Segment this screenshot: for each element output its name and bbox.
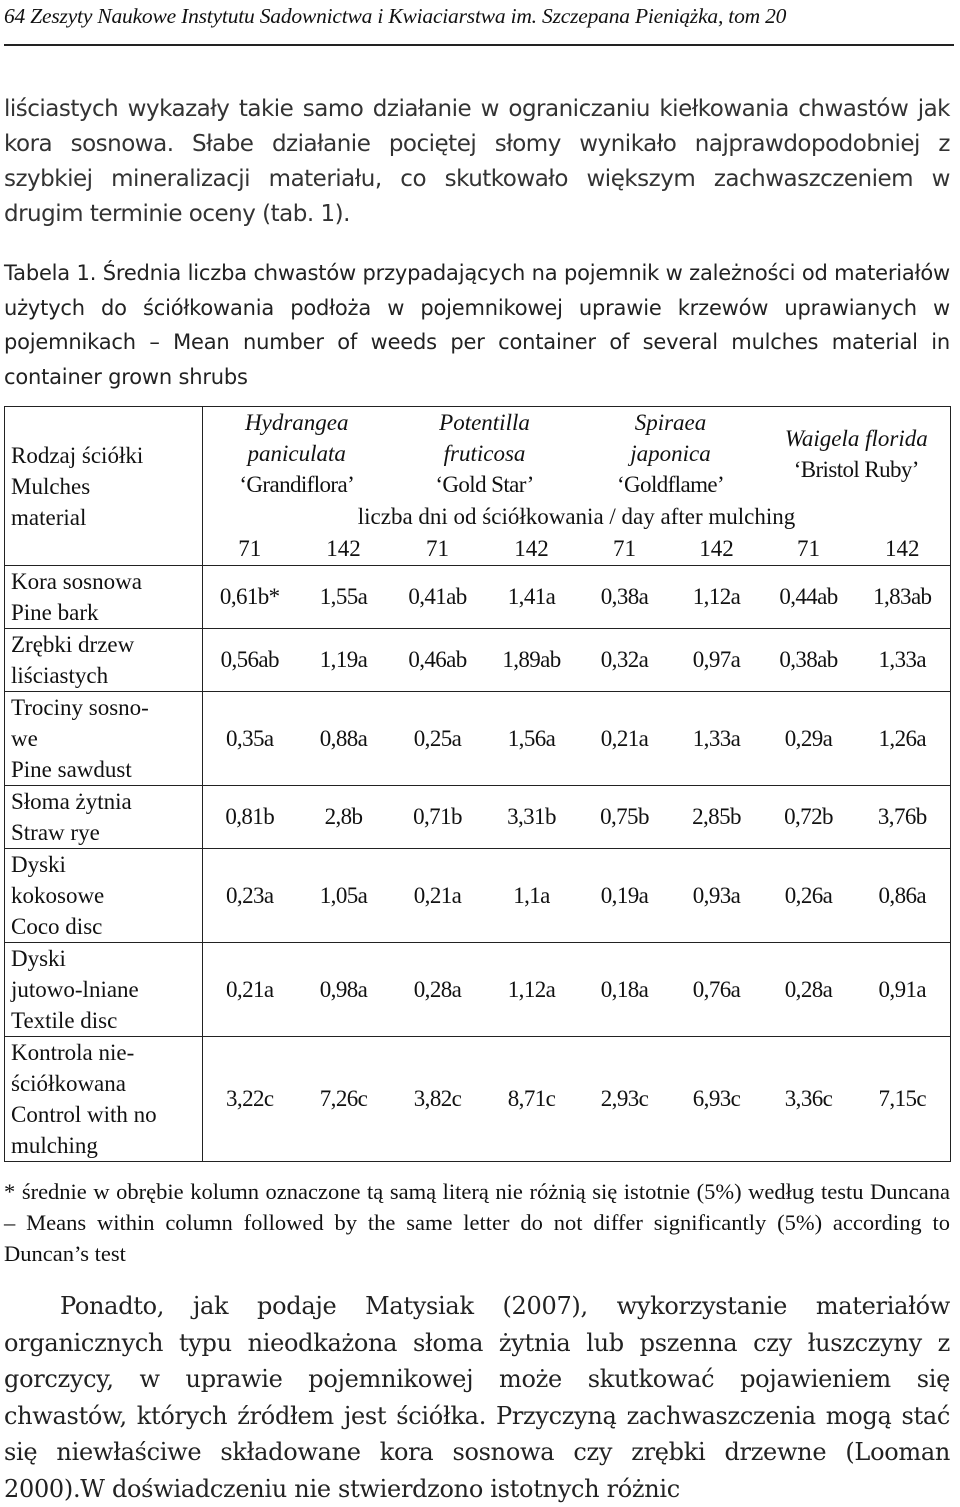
day-header: 142 bbox=[885, 536, 920, 561]
mulch-name-line: kokosowe bbox=[11, 883, 105, 908]
mulch-name-line: Coco disc bbox=[11, 914, 103, 939]
mulch-name-line: Dyski bbox=[11, 946, 66, 971]
mulch-name-line: we bbox=[11, 726, 38, 751]
mulch-name-line: mulching bbox=[11, 1133, 98, 1158]
cultivar-name: ‘Goldflame’ bbox=[616, 472, 725, 497]
value-cell: 3,76b bbox=[855, 786, 951, 849]
mulch-name-line: Słoma żytnia bbox=[11, 789, 132, 814]
table-caption bbox=[4, 256, 950, 394]
mulch-name-line: Straw rye bbox=[11, 820, 100, 845]
mulch-name-cell bbox=[5, 692, 203, 786]
value-cell: 0,35a bbox=[203, 692, 297, 786]
mulch-name-cell bbox=[5, 1037, 203, 1162]
table-row bbox=[5, 566, 951, 629]
closing-paragraph bbox=[4, 1288, 950, 1507]
day-header: 142 bbox=[326, 536, 361, 561]
cultivar-name: ‘Grandiflora’ bbox=[239, 472, 355, 497]
species-name: Spiraea bbox=[634, 410, 707, 435]
value-cell: 0,81b bbox=[203, 786, 297, 849]
value-cell: 1,26a bbox=[855, 692, 951, 786]
table-row bbox=[5, 943, 951, 1037]
table-caption-text: Średnia liczba chwastów przypadających na pojemnik w zależności od materiałów użytych do ściółkowania podłoża w pojemnikowej uprawie krzewów uprawianych w pojemnikach – Mean number of weeds per container of several mulches material in container grown shrubs bbox=[4, 261, 950, 389]
species-header-hydrangea bbox=[203, 407, 391, 501]
header-rule bbox=[4, 44, 954, 46]
value-cell: 0,75b bbox=[579, 786, 671, 849]
value-cell: 1,1a bbox=[485, 849, 579, 943]
value-cell: 0,76a bbox=[671, 943, 763, 1037]
species-name: paniculata bbox=[247, 441, 346, 466]
days-after-mulching-label: liczba dni od ściółkowania / day after mulching bbox=[357, 503, 796, 529]
species-name: Potentilla bbox=[439, 410, 530, 435]
value-cell: 8,71c bbox=[485, 1037, 579, 1162]
value-cell: 0,38ab bbox=[763, 629, 855, 692]
mulch-header bbox=[5, 407, 203, 566]
value-cell: 0,71b bbox=[391, 786, 485, 849]
table-row bbox=[5, 629, 951, 692]
value-cell: 1,89ab bbox=[485, 629, 579, 692]
value-cell: 1,12a bbox=[485, 943, 579, 1037]
mulch-name-line: ściółkowana bbox=[11, 1071, 126, 1096]
species-name: Hydrangea bbox=[245, 410, 349, 435]
value-cell: 0,28a bbox=[391, 943, 485, 1037]
value-cell: 0,19a bbox=[579, 849, 671, 943]
value-cell: 1,55a bbox=[297, 566, 391, 629]
value-cell: 3,82c bbox=[391, 1037, 485, 1162]
mulch-name-line: Pine sawdust bbox=[11, 757, 132, 782]
mulch-name-cell bbox=[5, 849, 203, 943]
value-cell: 0,23a bbox=[203, 849, 297, 943]
species-name: japonica bbox=[630, 441, 711, 466]
mulch-name-cell bbox=[5, 629, 203, 692]
mulch-name-line: Trociny sosno- bbox=[11, 695, 149, 720]
table-footnote: * średnie w obrębie kolumn oznaczone tą samą literą nie różnią się istotnie (5%) według testu Duncana – Means within column followed by the same letter do not differ significantly (5%) according to Duncan’s test bbox=[4, 1179, 950, 1266]
mulch-header-line: material bbox=[11, 504, 87, 530]
mulch-name-line: Kora sosnowa bbox=[11, 569, 142, 594]
table-row bbox=[5, 1037, 951, 1162]
value-cell: 0,72b bbox=[763, 786, 855, 849]
day-header: 142 bbox=[699, 536, 734, 561]
value-cell: 0,25a bbox=[391, 692, 485, 786]
value-cell: 0,28a bbox=[763, 943, 855, 1037]
mulch-name-line: Pine bark bbox=[11, 600, 99, 625]
mulch-name-line: jutowo-lniane bbox=[11, 977, 139, 1002]
value-cell: 0,38a bbox=[579, 566, 671, 629]
value-cell: 0,21a bbox=[579, 692, 671, 786]
value-cell: 0,32a bbox=[579, 629, 671, 692]
value-cell: 0,26a bbox=[763, 849, 855, 943]
species-name: fruticosa bbox=[443, 441, 526, 466]
day-header: 71 bbox=[613, 536, 636, 561]
value-cell: 0,29a bbox=[763, 692, 855, 786]
cultivar-name: ‘Gold Star’ bbox=[435, 472, 534, 497]
mulch-name-line: Zrębki drzew bbox=[11, 632, 135, 657]
value-cell: 1,41a bbox=[485, 566, 579, 629]
value-cell: 2,93c bbox=[579, 1037, 671, 1162]
table-caption-label: Tabela 1. bbox=[4, 261, 97, 285]
mulch-header-line: Rodzaj ściółki bbox=[11, 442, 144, 468]
intro-paragraph: liściastych wykazały takie samo działanie w ograniczaniu kiełkowania chwastów jak kora sosnowa. Słabe działanie pociętej słomy wynikało najprawdopodobniej z szybkiej mineralizacji materiału, co skutkowało większym zachwaszczeniem w drugim terminie oceny (tab. 1). bbox=[4, 96, 950, 227]
species-header-spiraea bbox=[579, 407, 763, 501]
value-cell: 0,44ab bbox=[763, 566, 855, 629]
mulch-name-line: Dyski bbox=[11, 852, 66, 877]
value-cell: 0,86a bbox=[855, 849, 951, 943]
value-cell: 0,91a bbox=[855, 943, 951, 1037]
mulch-name-cell bbox=[5, 566, 203, 629]
mulch-name-cell bbox=[5, 943, 203, 1037]
value-cell: 7,26c bbox=[297, 1037, 391, 1162]
mulch-name-line: Kontrola nie- bbox=[11, 1040, 135, 1065]
mulch-header-line: Mulches bbox=[11, 473, 91, 499]
value-cell: 3,36c bbox=[763, 1037, 855, 1162]
mulch-name-line: Textile disc bbox=[11, 1008, 118, 1033]
value-cell: 1,83ab bbox=[855, 566, 951, 629]
value-cell: 0,93a bbox=[671, 849, 763, 943]
value-cell: 0,61b* bbox=[203, 566, 297, 629]
table-row bbox=[5, 692, 951, 786]
value-cell: 1,33a bbox=[855, 629, 951, 692]
value-cell: 0,41ab bbox=[391, 566, 485, 629]
value-cell: 1,19a bbox=[297, 629, 391, 692]
mulch-name-line: Control with no bbox=[11, 1102, 157, 1127]
value-cell: 3,22c bbox=[203, 1037, 297, 1162]
weeds-table bbox=[4, 406, 951, 1162]
day-header: 71 bbox=[426, 536, 449, 561]
day-header: 142 bbox=[514, 536, 549, 561]
closing-paragraph-text: Ponadto, jak podaje Matysiak (2007), wykorzystanie materiałów organicznych typu nieodkażona słoma żytnia lub pszenna czy łuszczyny z gorczycy, w uprawie pojemnikowej może skutkować pojawieniem się chwastów, których źródłem jest ściółka. Przyczyną zachwaszczenia mogą stać się niewłaściwe składowane kora sosnowa czy zrębki drzewne (Looman 2000).W doświadczeniu nie stwierdzono istotnych różnic bbox=[4, 1292, 950, 1503]
value-cell: 0,88a bbox=[297, 692, 391, 786]
species-name: Waigela florida bbox=[784, 425, 928, 451]
value-cell: 0,98a bbox=[297, 943, 391, 1037]
mulch-name-cell bbox=[5, 786, 203, 849]
value-cell: 0,18a bbox=[579, 943, 671, 1037]
value-cell: 1,33a bbox=[671, 692, 763, 786]
cultivar-name: ‘Bristol Ruby’ bbox=[793, 456, 919, 482]
value-cell: 0,56ab bbox=[203, 629, 297, 692]
value-cell: 3,31b bbox=[485, 786, 579, 849]
value-cell: 2,8b bbox=[297, 786, 391, 849]
mulch-name-line: liściastych bbox=[11, 663, 109, 688]
species-header-potentilla bbox=[391, 407, 579, 501]
table-row bbox=[5, 786, 951, 849]
running-head: 64 Zeszyty Naukowe Instytutu Sadownictwa i Kwiaciarstwa im. Szczepana Pieniążka, tom 20 bbox=[4, 4, 787, 28]
day-header: 71 bbox=[797, 536, 821, 561]
value-cell: 1,56a bbox=[485, 692, 579, 786]
value-cell: 1,12a bbox=[671, 566, 763, 629]
day-header: 71 bbox=[238, 536, 262, 561]
value-cell: 0,46ab bbox=[391, 629, 485, 692]
value-cell: 0,97a bbox=[671, 629, 763, 692]
value-cell: 1,05a bbox=[297, 849, 391, 943]
species-header-weigela bbox=[763, 407, 951, 501]
table-row bbox=[5, 849, 951, 943]
value-cell: 6,93c bbox=[671, 1037, 763, 1162]
value-cell: 2,85b bbox=[671, 786, 763, 849]
value-cell: 7,15c bbox=[855, 1037, 951, 1162]
value-cell: 0,21a bbox=[391, 849, 485, 943]
value-cell: 0,21a bbox=[203, 943, 297, 1037]
